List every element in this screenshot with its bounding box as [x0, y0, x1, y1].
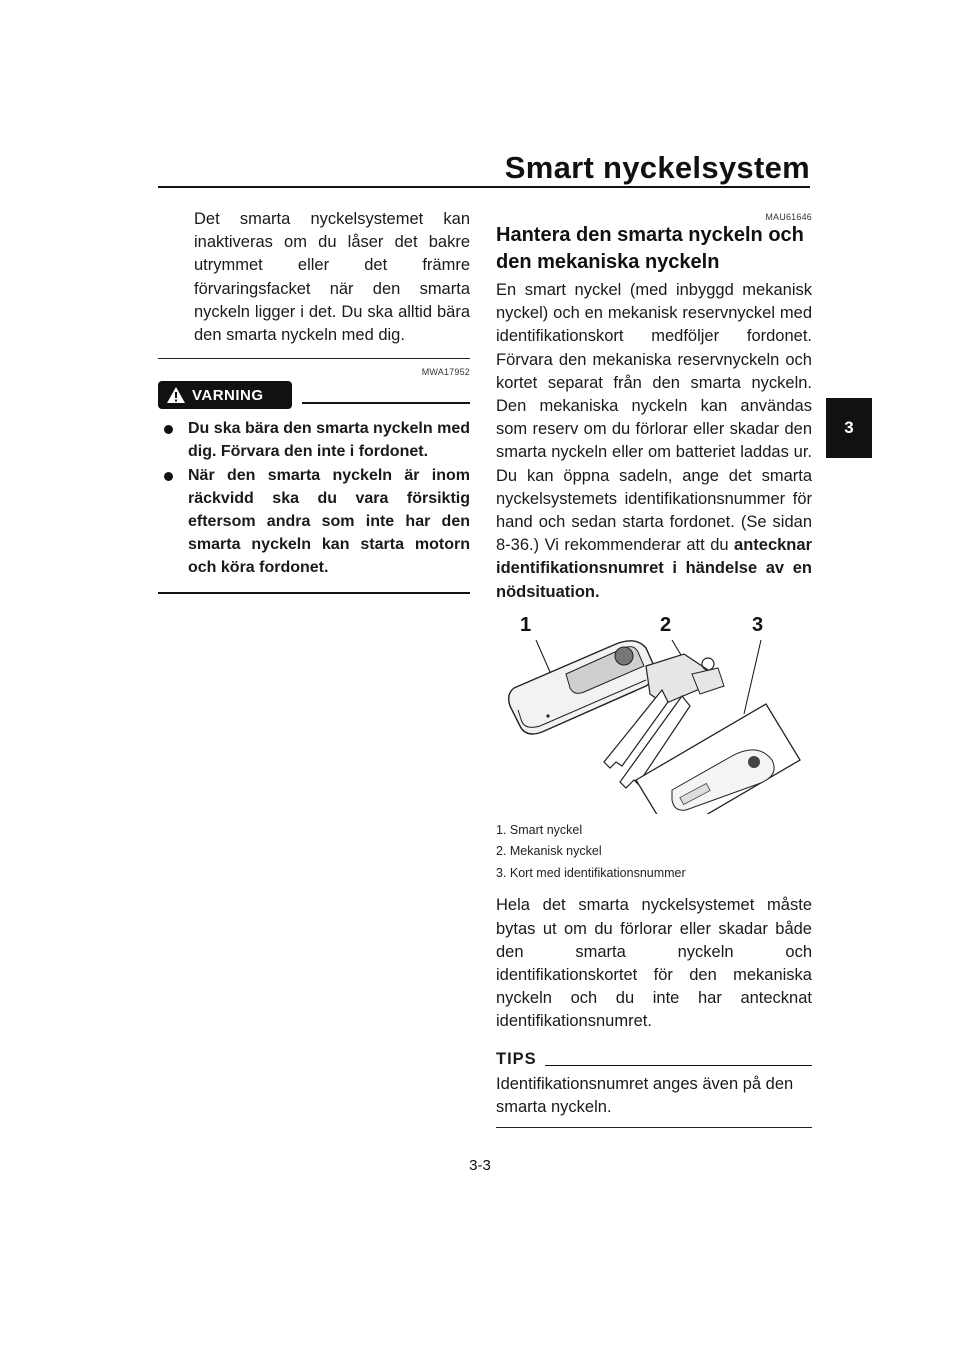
chapter-tab: 3	[826, 398, 872, 458]
warning-code: MWA17952	[421, 367, 470, 378]
tips-bottom-rule	[496, 1127, 812, 1128]
tips-text: Identifikationsnumret anges även på den smarta nyckeln.	[496, 1074, 794, 1116]
tips-header-line	[545, 1065, 812, 1066]
warning-bottom-rule	[158, 592, 470, 594]
section-code: MAU61646	[765, 212, 812, 222]
page-number: 3-3	[469, 1157, 491, 1174]
smart-key-fob-icon	[509, 641, 655, 734]
page-title: Smart nyckelsystem	[504, 150, 810, 185]
warning-label: VARNING	[192, 386, 264, 404]
smart-key-and-card-drawing	[496, 614, 812, 814]
bullet-icon	[164, 425, 173, 434]
warning-item: När den smarta nyckeln är inom räckvidd ska du vara försiktig eftersom andra som inte har den smarta nyckeln kan starta motorn och köra fordonet.	[158, 464, 470, 580]
warning-header	[158, 381, 470, 409]
legend-item: 3. Kort med identifikationsnummer	[496, 865, 686, 880]
header-rule	[158, 186, 810, 188]
tips-label: TIPS	[496, 1049, 537, 1068]
warning-triangle-icon	[166, 386, 186, 404]
warning-header-line	[302, 402, 470, 404]
figure-legend	[496, 820, 812, 885]
intro-rule	[158, 358, 470, 359]
right-column	[496, 208, 812, 1128]
tips-header	[496, 1050, 812, 1069]
legend-item: 2. Mekanisk nyckel	[496, 844, 602, 859]
callout-3: 3	[752, 613, 764, 636]
callout-1: 1	[520, 613, 532, 636]
warning-list	[158, 417, 470, 579]
callout-2: 2	[660, 613, 672, 636]
legend-item: 1. Smart nyckel	[496, 822, 583, 837]
key-handling-paragraph: En smart nyckel (med inbyggd mekanisk nyckel) och en mekanisk reservnyckel med identifikationskort medföljer fordonet. Förvara den mekaniska reservnyckeln och kortet separat från den smarta nyckeln. Den mekaniska nyckeln kan användas som reserv om du förlorar eller skadar den smarta nyckeln eller om batteriet laddas ur. Du kan öppna sadeln, ange det smarta nyckelsystemets identifikationsnummer för hand och sedan starta fordonet. (Se sidan 8-36.) Vi rekommenderar att du antecknar identifikationsnumret i händelse av en nödsituation.	[496, 281, 812, 601]
intro-paragraph: Det smarta nyckelsystemet kan inaktiveras om du låser det bakre utrymmet eller det främre förvaringsfacket när den smarta nyckeln ligger i det. Du ska alltid bära den smarta nyckeln med dig.	[194, 210, 470, 345]
bullet-icon	[164, 472, 173, 481]
identification-card-icon	[636, 704, 800, 814]
section-heading: Hantera den smarta nyckeln och den mekaniska nyckeln	[496, 224, 804, 273]
warning-badge	[158, 381, 292, 409]
key-illustration	[496, 614, 812, 814]
replacement-paragraph: Hela det smarta nyckelsystemet måste bytas ut om du förlorar eller skadar både den smarta nyckeln och identifikationskortet för den mekaniska nyckeln och du inte har antecknat identifikationsnumret.	[496, 896, 812, 1031]
left-column	[158, 208, 470, 594]
warning-item: Du ska bära den smarta nyckeln med dig. Förvara den inte i fordonet.	[158, 417, 470, 463]
